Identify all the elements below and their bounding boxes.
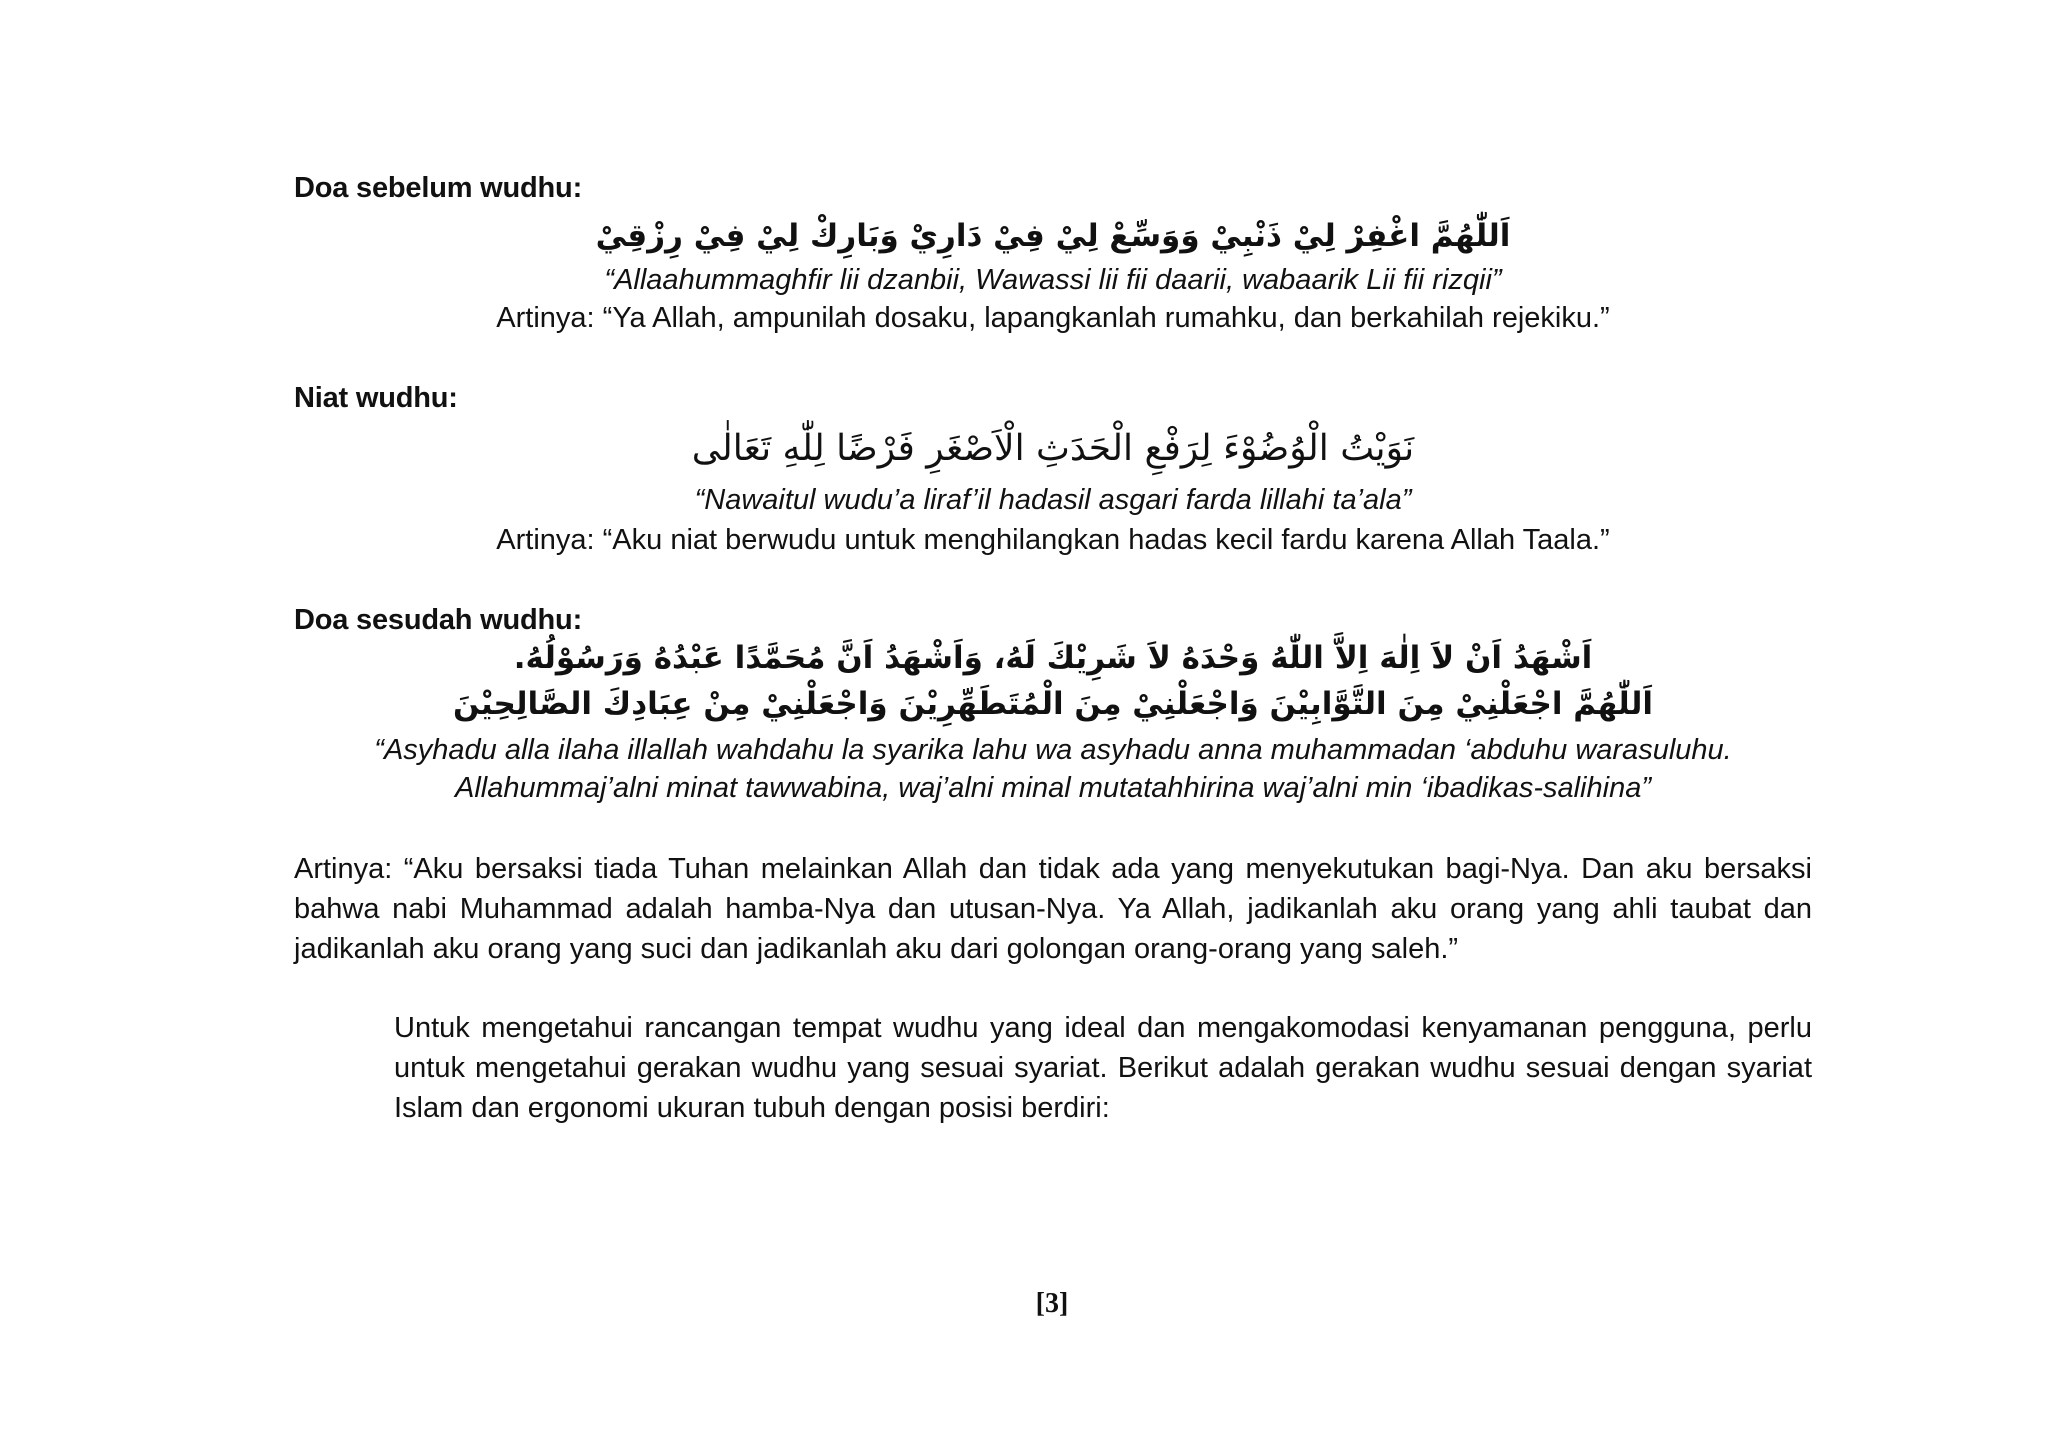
- arabic-doa-sesudah-wudhu-line-2: اَللّٰهُمَّ اجْعَلْنِيْ مِنَ التَّوَّابِيْنَ وَاجْعَلْنِيْ مِنَ الْمُتَطَهِّرِيْنَ وَاجْعَلْنِيْ مِنْ عِبَادِكَ الصَّالِحِيْنَ: [453, 686, 1653, 722]
- heading-niat-wudhu: Niat wudhu:: [294, 382, 458, 414]
- arabic-niat-wudhu: نَوَيْتُ الْوُضُوْءَ لِرَفْعِ الْحَدَثِ الْاَصْغَرِ فَرْضًا لِلّٰهِ تَعَالٰى: [691, 428, 1415, 469]
- arabic-doa-sesudah-wudhu-line-1: اَشْهَدُ اَنْ لاَ اِلٰهَ اِلاَّ اللّٰهُ وَحْدَهُ لاَ شَرِيْكَ لَهُ، وَاَشْهَدُ اَنَّ مُحَمَّدًا عَبْدُهُ وَرَسُوْلُهُ.: [513, 640, 1593, 676]
- meaning-doa-sebelum-wudhu: Artinya: “Ya Allah, ampunilah dosaku, lapangkanlah rumahku, dan berkahilah rejekiku.”: [496, 302, 1610, 334]
- latin-niat-wudhu: “Nawaitul wudu’a liraf’il hadasil asgari farda lillahi ta’ala”: [694, 484, 1412, 516]
- heading-doa-sebelum-wudhu: Doa sebelum wudhu:: [294, 172, 583, 204]
- meaning-niat-wudhu: Artinya: “Aku niat berwudu untuk menghilangkan hadas kecil fardu karena Allah Taala.”: [496, 524, 1610, 556]
- meaning-doa-sesudah-wudhu: Artinya: “Aku bersaksi tiada Tuhan melainkan Allah dan tidak ada yang menyekutukan bagi-Nya. Dan aku bersaksi bahwa nabi Muhammad adalah hamba-Nya dan utusan-Nya. Ya Allah, jadikanlah aku orang yang ahli taubat dan jadikanlah aku orang yang suci dan jadikanlah aku dari golongan orang-orang yang saleh.”: [294, 853, 1812, 965]
- page-number: [3]: [1035, 1288, 1069, 1319]
- heading-doa-sesudah-wudhu: Doa sesudah wudhu:: [294, 604, 583, 636]
- body-paragraph: Untuk mengetahui rancangan tempat wudhu yang ideal dan mengakomodasi kenyamanan pengguna, perlu untuk mengetahui gerakan wudhu yang sesuai syariat. Berikut adalah gerakan wudhu sesuai dengan syariat Islam dan ergonomi ukuran tubuh dengan posisi berdiri:: [394, 1012, 1812, 1124]
- arabic-doa-sebelum-wudhu: اَللّٰهُمَّ اغْفِرْ لِيْ ذَنْبِيْ وَوَسِّعْ لِيْ فِيْ دَارِيْ وَبَارِكْ لِيْ فِيْ رِزْقِيْ: [595, 218, 1511, 254]
- latin-doa-sebelum-wudhu: “Allaahummaghfir lii dzanbii, Wawassi lii fii daarii, wabaarik Lii fii rizqii”: [604, 264, 1502, 296]
- latin-doa-sesudah-wudhu-line-1: “Asyhadu alla ilaha illallah wahdahu la syarika lahu wa asyhadu anna muhammadan ‘abduhu warasuluhu.: [374, 734, 1732, 766]
- latin-doa-sesudah-wudhu-line-2: Allahummaj’alni minat tawwabina, waj’alni minal mutatahhirina waj’alni min ‘ibadikas-salihina”: [455, 772, 1651, 804]
